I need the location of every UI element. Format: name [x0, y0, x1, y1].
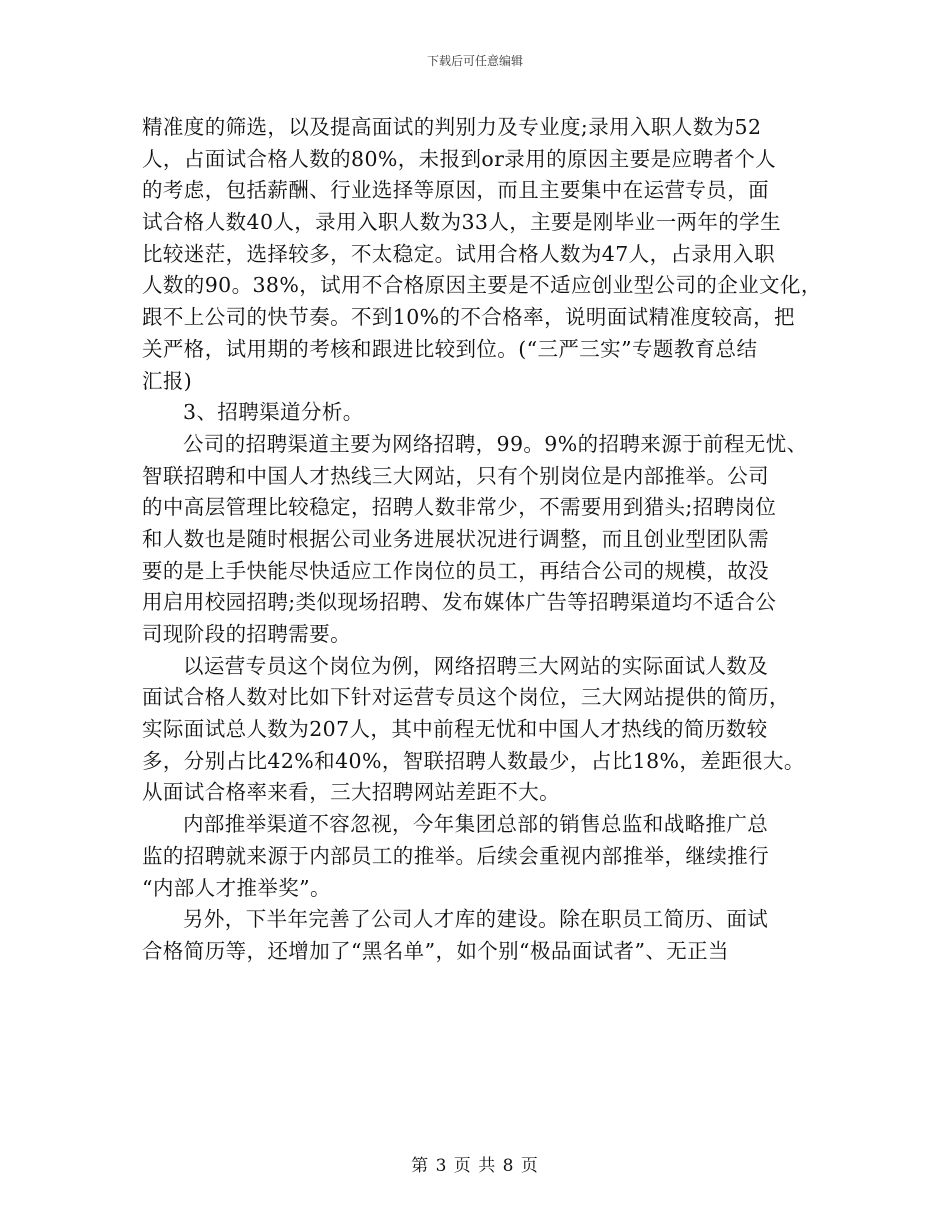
- paragraph-line: 面试合格人数对比如下针对运营专员这个岗位，三大网站提供的简历，: [142, 685, 790, 710]
- paragraph-line: 精准度的筛选，以及提高面试的判别力及专业度;录用入职人数为52: [142, 115, 762, 139]
- paragraph-line: 内部推举渠道不容忽视，今年集团总部的销售总监和战略推广总: [183, 812, 769, 837]
- paragraph-line: 的中高层管理比较稳定，招聘人数非常少，不需要用到猎头;招聘岗位: [142, 495, 777, 520]
- page-header: 下载后可任意编辑: [426, 54, 523, 68]
- paragraph-line: 人，占面试合格人数的80%，未报到or录用的原因主要是应聘者个人: [142, 146, 777, 171]
- paragraph-line: 监的招聘就来源于内部员工的推举。后续会重视内部推举，继续推行: [142, 843, 769, 868]
- paragraph-line: 关严格，试用期的考核和跟进比较到位。(“三严三实”专题教育总结: [142, 336, 758, 361]
- paragraph-line: 实际面试总人数为207人，其中前程无忧和中国人才热线的简历数较: [142, 717, 768, 742]
- paragraph-line: 跟不上公司的快节奏。不到10%的不合格率，说明面试精准度较高，把: [142, 305, 795, 330]
- document-body: [142, 112, 832, 968]
- paragraph-line: 合格简历等，还增加了“黑名单”，如个别“极品面试者”、无正当: [142, 938, 729, 963]
- paragraph-line: 要的是上手快能尽快适应工作岗位的员工，再结合公司的规模，故没: [142, 558, 769, 583]
- section-heading: 3、招聘渠道分析。: [183, 400, 364, 425]
- paragraph-line: 以运营专员这个岗位为例，网络招聘三大网站的实际面试人数及: [183, 653, 769, 678]
- paragraph-line: 汇报): [142, 368, 193, 393]
- paragraph-line: 人数的90。38%，试用不合格原因主要是不适应创业型公司的企业文化，: [142, 273, 822, 298]
- page-number-footer: 第 3 页 共 8 页: [411, 1156, 539, 1176]
- paragraph-line: 公司的招聘渠道主要为网络招聘，99。9%的招聘来源于前程无忧、: [183, 431, 808, 456]
- paragraph-line: 比较迷茫，选择较多，不太稳定。试用合格人数为47人，占录用入职: [142, 241, 775, 266]
- paragraph-line: 的考虑，包括薪酬、行业选择等原因，而且主要集中在运营专员，面: [142, 178, 769, 203]
- paragraph-line: 另外，下半年完善了公司人才库的建设。除在职员工简历、面试: [183, 907, 769, 932]
- paragraph-line: 多，分别占比42%和40%，智联招聘人数最少，占比18%，差距很大。: [142, 748, 805, 773]
- paragraph-line: 智联招聘和中国人才热线三大网站，只有个别岗位是内部推举。公司: [142, 463, 769, 488]
- paragraph-line: “内部人才推举奖”。: [142, 875, 331, 900]
- paragraph-line: 试合格人数40人，录用入职人数为33人，主要是刚毕业一两年的学生: [142, 210, 781, 235]
- paragraph-line: 从面试合格率来看，三大招聘网站差距不大。: [142, 780, 560, 805]
- paragraph-line: 司现阶段的招聘需要。: [142, 622, 351, 646]
- paragraph-line: 用启用校园招聘;类似现场招聘、发布媒体广告等招聘渠道均不适合公: [142, 590, 777, 615]
- paragraph-line: 和人数也是随时根据公司业务进展状况进行调整，而且创业型团队需: [142, 526, 769, 551]
